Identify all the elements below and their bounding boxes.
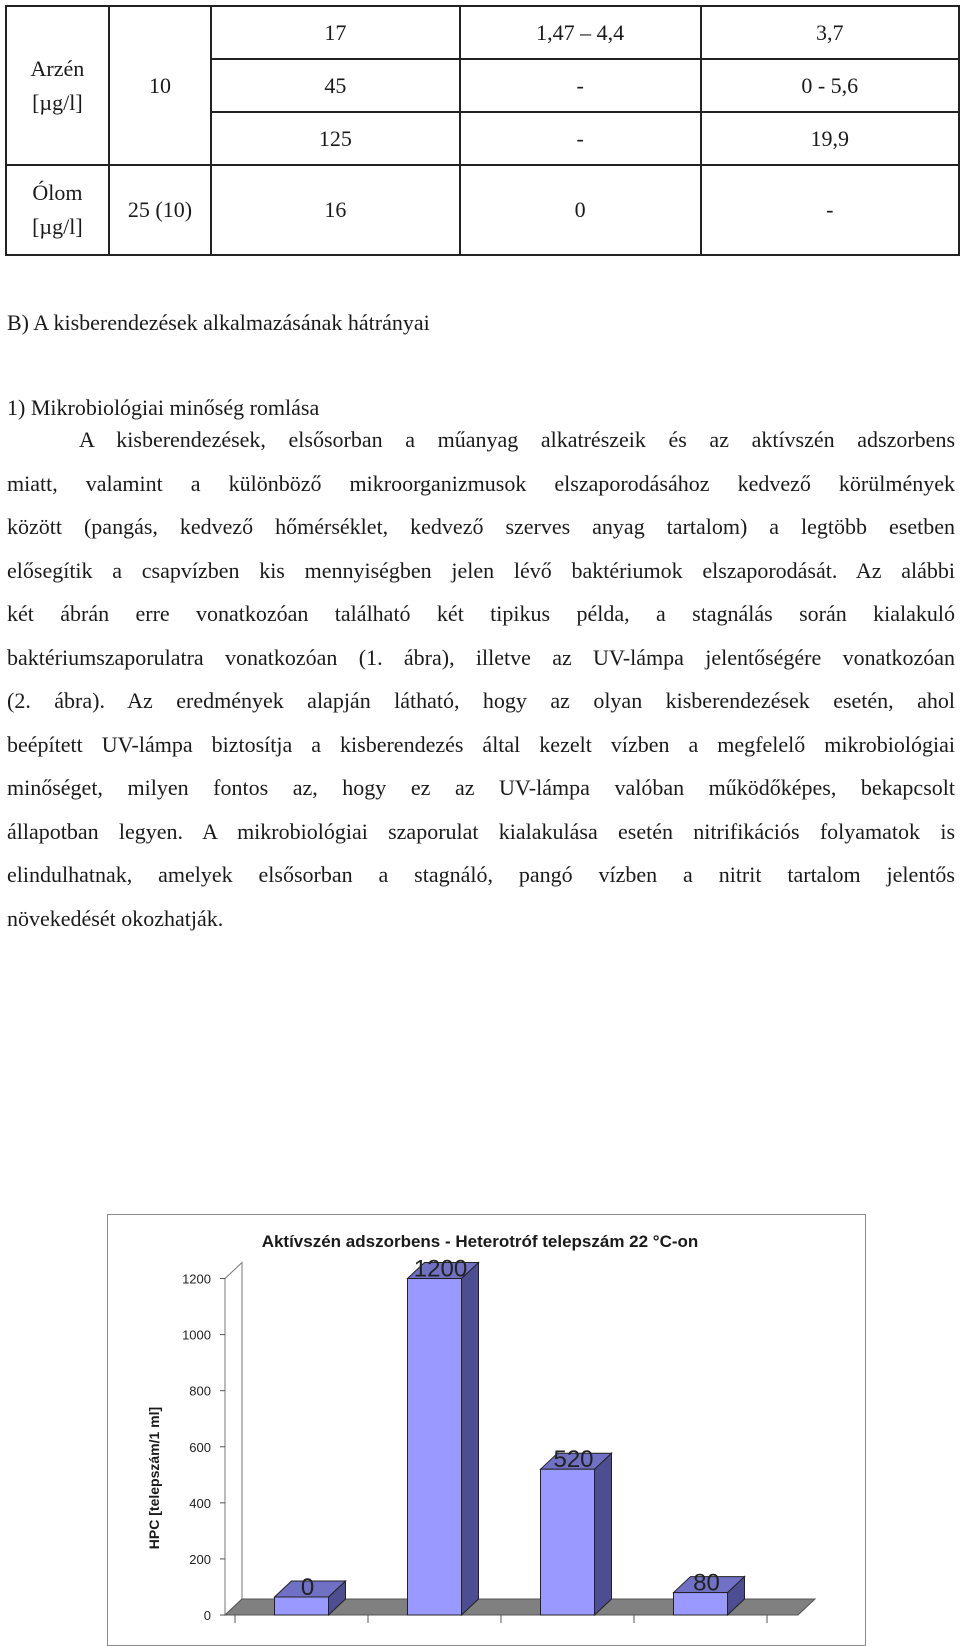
y-tick-label: 1000: [182, 1327, 211, 1343]
table-cell: 0: [460, 165, 701, 255]
paragraph-line: két ábrán erre vonatkozóan található két tipikus példa, a stagnálás során kialakuló: [7, 601, 955, 626]
paragraph-line: elindulhatnak, amelyek elsősorban a stagnáló, pangó vízben a nitrit tartalom jelentős: [7, 862, 955, 887]
table-cell: -: [460, 59, 701, 112]
table-cell: 19,9: [701, 112, 959, 165]
paragraph-line: minőséget, milyen fontos az, hogy ez az UV-lámpa valóban működőképes, bekapcsolt: [7, 775, 955, 800]
table-cell: 3,7: [701, 6, 959, 59]
y-tick-label: 400: [189, 1495, 211, 1511]
paragraph-line: növekedését okozhatják.: [7, 905, 224, 931]
paragraph-line: között (pangás, kedvező hőmérséklet, kedvező szerves anyag tartalom) a legtöbb esetben: [7, 514, 955, 539]
table-cell: 16: [211, 165, 460, 255]
table-cell: 17: [211, 6, 460, 59]
bar: [541, 1469, 595, 1615]
paragraph-line: miatt, valamint a különböző mikroorganizmusok elszaporodásához kedvező körülmények: [7, 470, 955, 496]
subsection-title: 1) Mikrobiológiai minőség romlása: [7, 395, 320, 420]
chart-title: Aktívszén adszorbens - Heterotróf telepszám 22 °C-on: [261, 1232, 699, 1251]
data-label: 520: [553, 1446, 594, 1474]
bar: [408, 1279, 462, 1615]
table-cell: 0 - 5,6: [701, 59, 959, 112]
param-unit: [µg/l]: [32, 89, 83, 115]
limit-cell: 10: [109, 6, 211, 165]
y-tick-label: 600: [189, 1439, 211, 1455]
y-tick-label: 1200: [182, 1271, 211, 1287]
param-name: Ólom: [32, 180, 83, 205]
data-label: 1200: [413, 1255, 468, 1283]
bar-side: [462, 1263, 479, 1615]
param-unit: [µg/l]: [32, 214, 83, 239]
table-cell: 125: [211, 112, 460, 165]
y-tick-label: 200: [189, 1551, 211, 1567]
paragraph-line: állapotban legyen. A mikrobiológiai szaporulat kialakulása esetén nitrifikációs folyamatok is: [7, 818, 955, 844]
y-tick-label: 0: [203, 1608, 211, 1623]
paragraph-line: A kisberendezések, elsősorban a műanyag alkatrészeik és az aktívszén adszorbens: [79, 427, 955, 452]
table-cell: -: [701, 165, 959, 255]
y-axis-title: HPC [telepszám/1 ml]: [146, 1406, 162, 1550]
table-cell: -: [460, 112, 701, 165]
bar-side: [595, 1453, 612, 1615]
paragraph-line: (2. ábra). Az eredmények alapján látható, hogy az olyan kisberendezések esetén, ahol: [7, 688, 955, 713]
y-tick-label: 800: [189, 1383, 211, 1399]
table-cell: 1,47 – 4,4: [460, 6, 701, 59]
param-name: Arzén: [30, 55, 85, 81]
paragraph-line: elősegítik a csapvízben kis mennyiségben jelen lévő baktériumok elszaporodását. Az alábbi: [7, 557, 955, 583]
paragraph-line: beépített UV-lámpa biztosítja a kisberendezés által kezelt vízben a megfelelő mikrobiológiai: [7, 731, 955, 757]
paragraph-line: baktériumszaporulatra vonatkozóan (1. ábra), illetve az UV-lámpa jelentőségére vonatkozóan: [7, 644, 955, 670]
data-label: 0: [300, 1574, 315, 1601]
limit-cell: 25 (10): [109, 165, 211, 255]
data-label: 80: [693, 1569, 720, 1597]
table-cell: 45: [211, 59, 460, 112]
left-wall: [225, 1263, 242, 1615]
section-title: B) A kisberendezések alkalmazásának hátrányai: [7, 310, 430, 335]
